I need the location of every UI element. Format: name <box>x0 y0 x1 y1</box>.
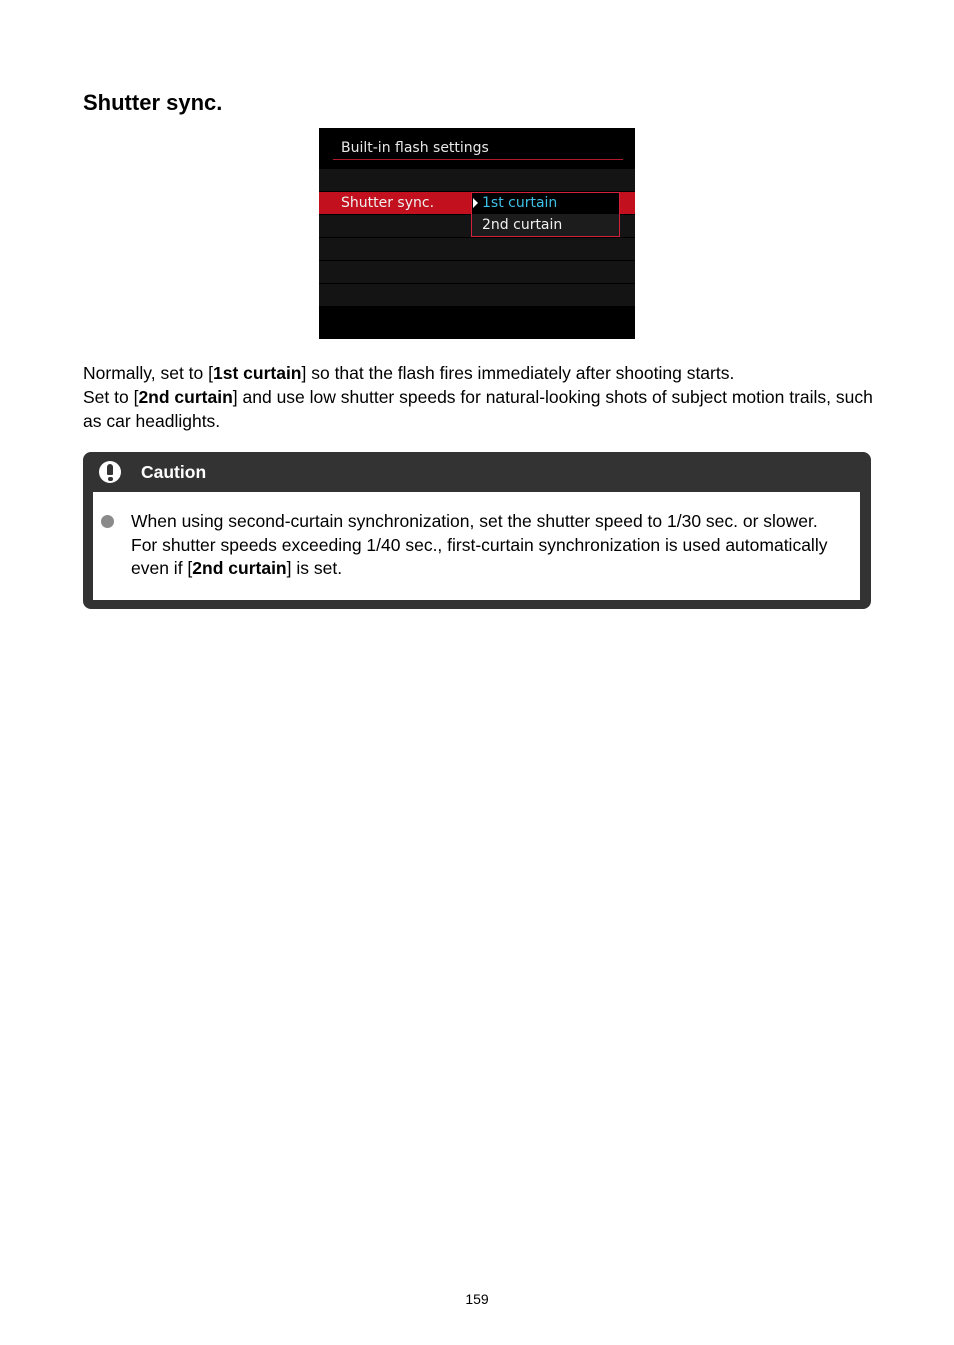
caution-box <box>83 452 871 609</box>
shutter-sync-label: Shutter sync. <box>341 195 435 211</box>
bullet-icon <box>101 515 114 528</box>
menu-row <box>319 169 635 191</box>
option-label: 2nd curtain <box>482 217 563 233</box>
option-2nd-curtain <box>472 215 619 236</box>
caution-title: Caution <box>141 462 207 482</box>
caution-body <box>93 492 860 600</box>
shutter-sync-dropdown <box>471 192 620 237</box>
paragraph-2nd-curtain: Set to [2nd curtain] and use low shutter speeds for natural-looking shots of subject motion trails, such as car headlights. <box>83 387 873 431</box>
page-number: 159 <box>465 1291 489 1307</box>
section-heading: Shutter sync. <box>83 90 223 115</box>
camera-menu-title: Built-in flash settings <box>341 140 489 156</box>
menu-row <box>319 261 635 283</box>
menu-row <box>319 284 635 306</box>
option-1st-curtain <box>472 193 619 214</box>
menu-row <box>319 238 635 260</box>
camera-menu-screenshot <box>319 128 635 339</box>
selection-arrow-icon <box>473 198 478 208</box>
caution-item: When using second-curtain synchronization, set the shutter speed to 1/30 sec. or slower. For shutter speeds exceeding 1/40 sec., first-curtain synchronization is used automatically even if [2nd curtain] is set. <box>131 511 828 578</box>
option-label: 1st curtain <box>482 195 558 211</box>
title-divider <box>333 159 623 160</box>
paragraph-1st-curtain: Normally, set to [1st curtain] so that the flash fires immediately after shooting starts. <box>83 363 735 383</box>
caution-icon <box>99 461 121 483</box>
